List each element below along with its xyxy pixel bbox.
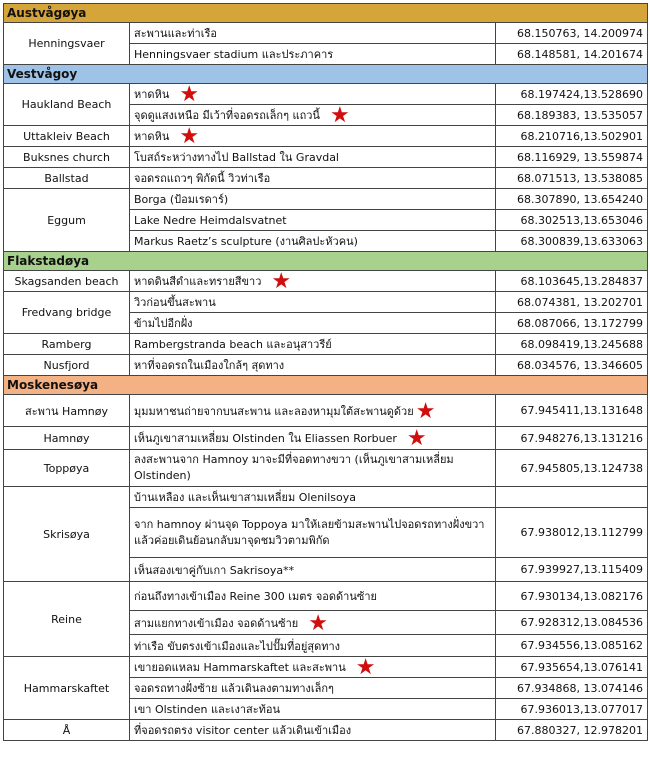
place-name: Eggum [4, 189, 130, 252]
coordinates: 68.197424,13.528690 [496, 84, 648, 105]
description: สามแยกทางเข้าเมือง จอดด้านซ้าย [134, 616, 299, 630]
section-title: Vestvågoy [4, 65, 648, 84]
description-cell [130, 395, 496, 427]
star-icon: ★ [415, 398, 436, 424]
coordinates: 68.210716,13.502901 [496, 126, 648, 147]
coordinates: 68.148581, 14.201674 [496, 44, 648, 65]
place-name: Uttakleiv Beach [4, 126, 130, 147]
description-cell [130, 271, 496, 292]
place-name: Hammarskaftet [4, 657, 130, 720]
coordinates: 67.945411,13.131648 [496, 395, 648, 427]
description: Lake Nedre Heimdalsvatnet [130, 210, 496, 231]
description: หาที่จอดรถในเมืองใกล้ๆ สุดทาง [130, 355, 496, 376]
coordinates: 68.071513, 13.538085 [496, 168, 648, 189]
place-name: Henningsvaer [4, 23, 130, 65]
description: บ้านเหลือง และเห็นเขาสามเหลี่ยม Olenilsoya [130, 487, 496, 508]
place-name: Fredvang bridge [4, 292, 130, 334]
description-cell [130, 84, 496, 105]
coordinates: 68.150763, 14.200974 [496, 23, 648, 44]
description: เขา Olstinden และเงาสะท้อน [130, 699, 496, 720]
place-name: Skagsanden beach [4, 271, 130, 292]
star-icon: ★ [329, 104, 350, 126]
description: ก่อนถึงทางเข้าเมือง Reine 300 เมตร จอดด้านซ้าย [130, 582, 496, 611]
star-icon: ★ [406, 426, 427, 450]
place-name: Hamnøy [4, 427, 130, 450]
star-icon: ★ [179, 125, 200, 147]
table-row [4, 334, 648, 355]
coordinates [496, 487, 648, 508]
table-row [4, 168, 648, 189]
place-name: Ballstad [4, 168, 130, 189]
place-name: Skrisøya [4, 487, 130, 582]
description: มุมมหาชนถ่ายจากบนสะพาน และลองหามุมใต้สะพานดูด้วย [134, 404, 414, 418]
description-cell [130, 611, 496, 635]
description: Borga (ป้อมเรดาร์) [130, 189, 496, 210]
place-name: Reine [4, 582, 130, 657]
table-row [4, 292, 648, 313]
table-row [4, 355, 648, 376]
description: เขายอดแหลม Hammarskaftet และสะพาน [134, 661, 346, 674]
table-row [4, 189, 648, 210]
coordinates: 67.948276,13.131216 [496, 427, 648, 450]
section-header-vestvagoy [4, 65, 648, 84]
description: ลงสะพานจาก Hamnoy มาจะมีที่จอดทางขวา (เห็นภูเขาสามเหลี่ยม Olstinden) [130, 450, 496, 487]
table-row [4, 23, 648, 44]
coordinates: 68.103645,13.284837 [496, 271, 648, 292]
star-icon: ★ [271, 270, 292, 292]
description: Rambergstranda beach และอนุสาวรีย์ [130, 334, 496, 355]
description: จุดดูแสงเหนือ มีเว้าที่จอดรถเล็กๆ แถวนี้ [134, 109, 320, 122]
table-row [4, 126, 648, 147]
description: ข้ามไปอีกฝั่ง [130, 313, 496, 334]
coordinates: 67.880327, 12.978201 [496, 720, 648, 741]
section-header-flakstadoya [4, 252, 648, 271]
description: หาดหิน [134, 130, 170, 143]
description: โบสถ์ระหว่างทางไป Ballstad ใน Gravdal [130, 147, 496, 168]
description: วิวก่อนขึ้นสะพาน [130, 292, 496, 313]
coordinates: 67.939927,13.115409 [496, 558, 648, 582]
table-row [4, 84, 648, 105]
description: จอดรถทางฝั่งซ้าย แล้วเดินลงตามทางเล็กๆ [130, 678, 496, 699]
description: สะพานและท่าเรือ [130, 23, 496, 44]
place-name: Nusfjord [4, 355, 130, 376]
coordinates: 67.928312,13.084536 [496, 611, 648, 635]
table-row [4, 271, 648, 292]
coordinates: 67.936013,13.077017 [496, 699, 648, 720]
table-row [4, 720, 648, 741]
description-cell [130, 657, 496, 678]
coordinates: 68.034576, 13.346605 [496, 355, 648, 376]
table-row [4, 147, 648, 168]
coordinates: 68.087066, 13.172799 [496, 313, 648, 334]
place-name: Buksnes church [4, 147, 130, 168]
section-header-moskenesoya [4, 376, 648, 395]
place-name: Haukland Beach [4, 84, 130, 126]
coordinates: 68.116929, 13.559874 [496, 147, 648, 168]
place-name: Ramberg [4, 334, 130, 355]
coordinates: 68.098419,13.245688 [496, 334, 648, 355]
coordinates: 67.945805,13.124738 [496, 450, 648, 487]
section-title: Moskenesøya [4, 376, 648, 395]
section-header-austvagoya [4, 4, 648, 23]
coordinates: 67.934868, 13.074146 [496, 678, 648, 699]
description: Henningsvaer stadium และประภาคาร [130, 44, 496, 65]
section-title: Flakstadøya [4, 252, 648, 271]
table-row [4, 657, 648, 678]
coordinates: 67.934556,13.085162 [496, 635, 648, 657]
star-icon: ★ [355, 656, 376, 678]
place-name: สะพาน Hamnøy [4, 395, 130, 427]
table-row [4, 582, 648, 611]
place-name: Å [4, 720, 130, 741]
coordinates: 67.930134,13.082176 [496, 582, 648, 611]
description: จาก hamnoy ผ่านจุด Toppoya มาให้เลยข้ามสะพานไปจอดรถทางฝั่งขวา แล้วค่อยเดินย้อนกลับมาจุดชมวิวตามพิกัด [130, 508, 496, 558]
table-row [4, 427, 648, 450]
coordinates: 68.189383, 13.535057 [496, 105, 648, 126]
table-row [4, 487, 648, 508]
description-cell [130, 126, 496, 147]
table-row [4, 395, 648, 427]
description: เห็นภูเขาสามเหลี่ยม Olstinden ใน Eliassen Rorbuer [134, 432, 397, 445]
description: จอดรถแถวๆ พิกัดนี้ วิวท่าเรือ [130, 168, 496, 189]
star-icon: ★ [308, 610, 328, 635]
description: Markus Raetz’s sculpture (งานศิลปะหัวคน) [130, 231, 496, 252]
description-cell [130, 105, 496, 126]
coordinates: 68.074381, 13.202701 [496, 292, 648, 313]
description: ที่จอดรถตรง visitor center แล้วเดินเข้าเมือง [130, 720, 496, 741]
star-icon: ★ [179, 83, 200, 105]
coordinates: 67.935654,13.076141 [496, 657, 648, 678]
coordinates: 68.300839,13.633063 [496, 231, 648, 252]
locations-table [3, 3, 648, 741]
place-name: Toppøya [4, 450, 130, 487]
description-cell [130, 427, 496, 450]
description: ท่าเรือ ขับตรงเข้าเมืองและไปปั๊มที่อยู่สุดทาง [130, 635, 496, 657]
coordinates: 68.302513,13.653046 [496, 210, 648, 231]
coordinates: 67.938012,13.112799 [496, 508, 648, 558]
section-title: Austvågøya [4, 4, 648, 23]
coordinates: 68.307890, 13.654240 [496, 189, 648, 210]
description: หาดหิน [134, 88, 170, 101]
description: หาดดินสีดำและทรายสีขาว [134, 275, 262, 288]
table-row [4, 450, 648, 487]
description: เห็นสองเขาคู่กับเกา Sakrisoya** [130, 558, 496, 582]
